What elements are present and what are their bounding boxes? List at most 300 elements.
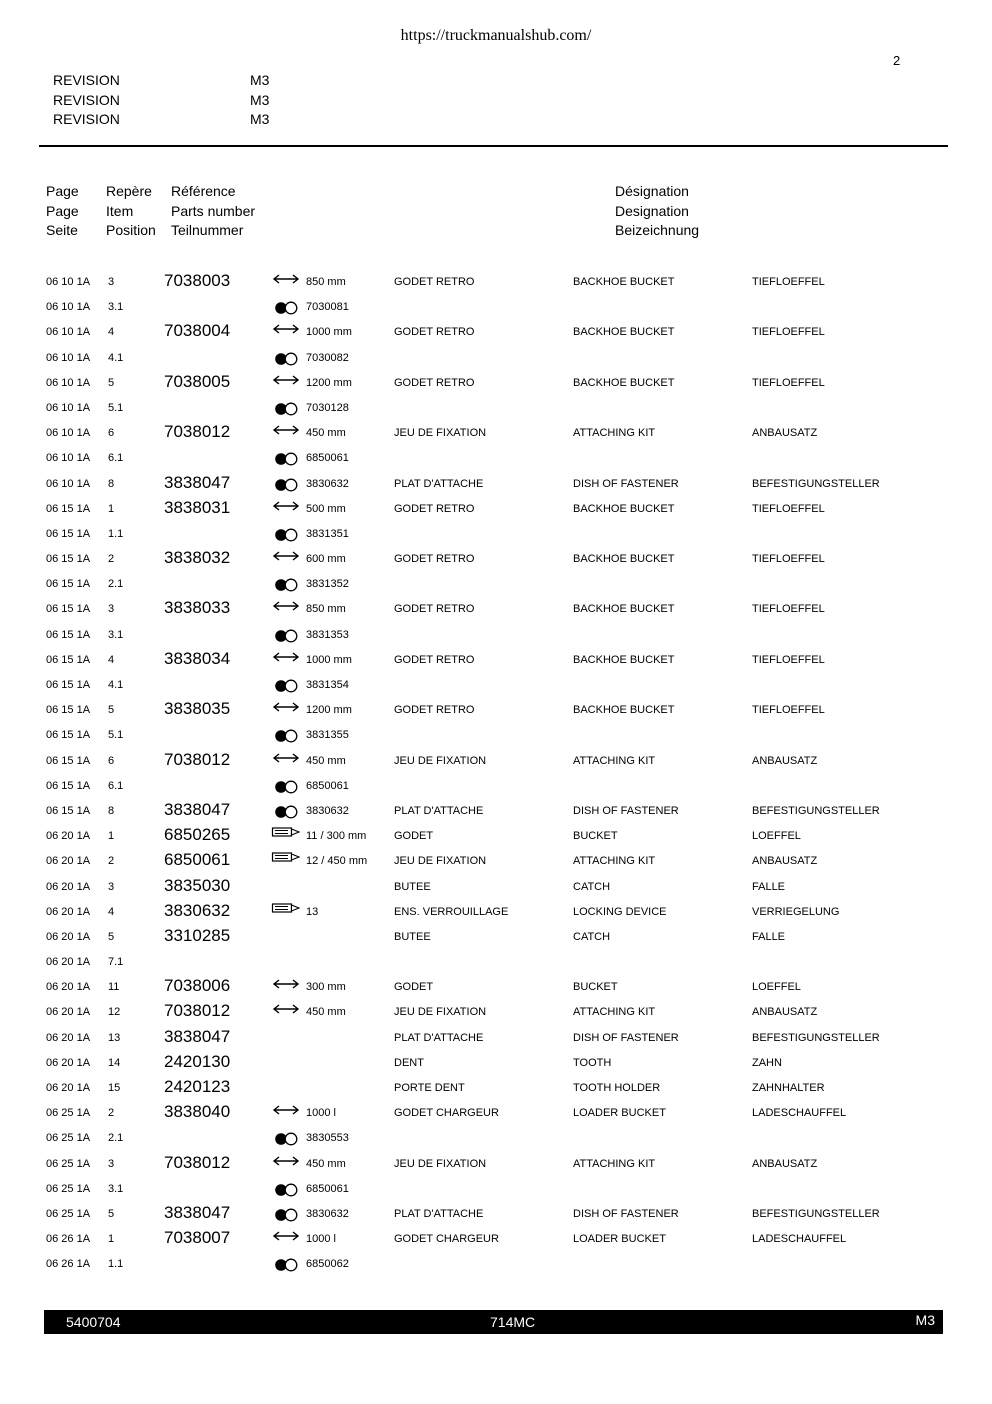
- row-designation-de: ANBAUSATZ: [752, 855, 818, 868]
- row-designation-de: ANBAUSATZ: [752, 754, 818, 767]
- table-row: [0, 698, 992, 723]
- row-designation-en: DISH OF FASTENER: [573, 1207, 679, 1220]
- row-item: 4: [108, 653, 115, 666]
- row-spec: 1000 l: [306, 1107, 336, 1120]
- row-page: 06 20 1A: [46, 1082, 91, 1094]
- row-page: 06 15 1A: [46, 653, 91, 666]
- dimension-arrow-icon: [271, 977, 301, 995]
- row-designation-de: BEFESTIGUNGSTELLER: [752, 477, 880, 490]
- row-item: 3.1: [108, 1182, 124, 1195]
- column-header-designation-en: Designation: [615, 202, 689, 219]
- row-item: 3: [108, 276, 115, 288]
- row-designation-en: LOADER BUCKET: [573, 1233, 666, 1246]
- row-item: 4: [108, 905, 115, 918]
- row-designation-en: TOOTH: [573, 1056, 612, 1069]
- row-page: 06 20 1A: [46, 1031, 91, 1044]
- table-row: [0, 900, 992, 925]
- table-row: [0, 1026, 992, 1051]
- row-designation-en: BUCKET: [573, 830, 618, 843]
- revision-label: REVISION: [53, 111, 120, 127]
- row-item: 8: [108, 477, 115, 490]
- column-header-reference-en: Parts number: [171, 202, 256, 219]
- row-designation-en: CATCH: [573, 930, 611, 943]
- row-item: 15: [108, 1082, 121, 1094]
- row-designation-fr: GODET CHARGEUR: [394, 1107, 499, 1120]
- column-header-page-de: Seite: [46, 222, 78, 238]
- row-part-number: 6850061: [164, 850, 231, 870]
- dimension-arrow-icon: [271, 650, 301, 668]
- row-designation-de: TIEFLOEFFEL: [752, 502, 825, 515]
- row-spec: 300 mm: [306, 981, 346, 994]
- row-page: 06 20 1A: [46, 930, 91, 943]
- row-designation-de: FALLE: [752, 930, 786, 943]
- row-designation-fr: JEU DE FIXATION: [394, 427, 487, 440]
- row-spec: 3830632: [306, 477, 349, 490]
- table-row: [0, 648, 992, 673]
- table-row: [0, 1076, 992, 1101]
- row-spec: 3831355: [306, 729, 349, 742]
- assembly-part-icon: [271, 801, 301, 819]
- table-row: [0, 1101, 992, 1126]
- assembly-part-icon: [271, 448, 301, 466]
- row-designation-en: CATCH: [573, 880, 611, 893]
- revision-value: M3: [250, 91, 270, 108]
- row-item: 6.1: [108, 452, 124, 465]
- row-designation-fr: GODET CHARGEUR: [394, 1233, 499, 1246]
- table-row: [0, 547, 992, 572]
- row-designation-de: TIEFLOEFFEL: [752, 603, 825, 616]
- row-designation-en: ATTACHING KIT: [573, 1157, 656, 1170]
- row-designation-de: TIEFLOEFFEL: [752, 653, 825, 666]
- revision-value: M3: [250, 111, 270, 127]
- dimension-arrow-icon: [271, 322, 301, 340]
- row-designation-fr: PLAT D'ATTACHE: [394, 477, 484, 490]
- row-spec: 3831354: [306, 679, 349, 691]
- table-row: [0, 1202, 992, 1227]
- row-designation-de: TIEFLOEFFEL: [752, 276, 825, 288]
- row-designation-fr: PLAT D'ATTACHE: [394, 1207, 484, 1220]
- table-row: [0, 472, 992, 497]
- row-designation-de: LADESCHAUFFEL: [752, 1233, 847, 1246]
- row-designation-de: TIEFLOEFFEL: [752, 704, 825, 717]
- row-item: 3.1: [108, 301, 124, 314]
- row-spec: 7030082: [306, 351, 349, 364]
- table-row: [0, 824, 992, 849]
- row-designation-en: ATTACHING KIT: [573, 1006, 656, 1019]
- row-designation-fr: JEU DE FIXATION: [394, 1006, 487, 1019]
- row-designation-fr: GODET RETRO: [394, 502, 475, 515]
- dimension-arrow-icon: [271, 599, 301, 617]
- table-row: [0, 875, 992, 900]
- row-spec: 6850061: [306, 779, 349, 792]
- row-item: 1.1: [108, 527, 124, 540]
- row-designation-fr: PORTE DENT: [394, 1082, 465, 1094]
- footer-model: 714MC: [490, 1314, 536, 1330]
- row-item: 4: [108, 326, 115, 339]
- row-part-number: 2420130: [164, 1051, 231, 1071]
- row-spec: 3830632: [306, 804, 349, 817]
- row-page: 06 15 1A: [46, 628, 91, 641]
- dimension-arrow-icon: [271, 1154, 301, 1172]
- row-page: 06 10 1A: [46, 301, 91, 314]
- row-part-number: 3830632: [164, 900, 231, 920]
- dimension-arrow-icon: [271, 272, 301, 290]
- revision-value: M3: [250, 72, 270, 88]
- dimension-arrow-icon: [271, 1229, 301, 1247]
- table-row: [0, 799, 992, 824]
- row-part-number: 3838040: [164, 1102, 231, 1122]
- row-page: 06 20 1A: [46, 956, 91, 969]
- row-spec: 7030081: [306, 301, 349, 314]
- table-row: [0, 497, 992, 522]
- row-page: 06 10 1A: [46, 477, 91, 490]
- row-spec: 7030128: [306, 401, 349, 414]
- row-item: 1.1: [108, 1258, 124, 1271]
- row-designation-en: BACKHOE BUCKET: [573, 326, 675, 339]
- row-designation-fr: GODET: [394, 830, 434, 843]
- table-row: [0, 623, 992, 648]
- row-page: 06 25 1A: [46, 1132, 91, 1145]
- row-designation-de: TIEFLOEFFEL: [752, 553, 825, 566]
- row-item: 2.1: [108, 578, 124, 591]
- row-designation-de: LOEFFEL: [752, 981, 801, 994]
- table-row: [0, 849, 992, 874]
- row-item: 5.1: [108, 729, 124, 742]
- row-part-number: 2420123: [164, 1077, 231, 1096]
- row-spec: 450 mm: [306, 1157, 346, 1170]
- row-item: 12: [108, 1006, 121, 1019]
- row-spec: 13: [306, 905, 319, 918]
- column-header-page-en: Page: [46, 202, 79, 219]
- row-designation-fr: ENS. VERROUILLAGE: [394, 905, 509, 918]
- row-spec: 850 mm: [306, 603, 346, 616]
- row-designation-de: LOEFFEL: [752, 830, 801, 843]
- row-item: 6: [108, 427, 115, 440]
- row-page: 06 26 1A: [46, 1258, 91, 1271]
- row-spec: 3831351: [306, 527, 349, 540]
- row-part-number: 3838034: [164, 648, 231, 668]
- row-page: 06 20 1A: [46, 855, 91, 868]
- assembly-part-icon: [271, 1254, 301, 1272]
- column-header-page-fr: Page: [46, 183, 79, 199]
- row-designation-fr: GODET RETRO: [394, 704, 475, 717]
- row-part-number: 3310285: [164, 925, 231, 945]
- row-part-number: 7038007: [164, 1228, 231, 1248]
- row-page: 06 15 1A: [46, 527, 91, 540]
- row-part-number: 3838033: [164, 598, 231, 618]
- row-part-number: 3838035: [164, 699, 231, 719]
- column-header-item-de: Position: [106, 222, 156, 238]
- row-spec: 500 mm: [306, 502, 346, 515]
- row-designation-en: BACKHOE BUCKET: [573, 376, 675, 389]
- row-part-number: 7038005: [164, 371, 231, 391]
- row-page: 06 20 1A: [46, 1006, 91, 1019]
- row-item: 3: [108, 1157, 115, 1170]
- row-designation-fr: GODET RETRO: [394, 276, 475, 288]
- row-item: 5: [108, 1207, 115, 1220]
- row-spec: 450 mm: [306, 427, 346, 440]
- footer-bar: [44, 1310, 943, 1334]
- assembly-part-icon: [271, 1128, 301, 1146]
- revision-label: REVISION: [53, 72, 120, 88]
- table-row: [0, 950, 992, 975]
- row-designation-en: TOOTH HOLDER: [573, 1082, 661, 1094]
- footer-doc-number: 5400704: [66, 1314, 121, 1330]
- row-designation-de: LADESCHAUFFEL: [752, 1107, 847, 1120]
- table-row: [0, 572, 992, 597]
- table-row: [0, 1051, 992, 1076]
- row-spec: 6850061: [306, 1182, 349, 1195]
- row-page: 06 20 1A: [46, 905, 91, 918]
- row-designation-de: ANBAUSATZ: [752, 1157, 818, 1170]
- header-divider: [39, 145, 948, 147]
- dimension-arrow-icon: [271, 1002, 301, 1020]
- table-row: [0, 1126, 992, 1151]
- row-designation-fr: GODET RETRO: [394, 326, 475, 339]
- assembly-part-icon: [271, 297, 301, 315]
- row-item: 4.1: [108, 679, 124, 691]
- table-row: [0, 597, 992, 622]
- table-row: [0, 749, 992, 774]
- row-designation-en: DISH OF FASTENER: [573, 804, 679, 817]
- row-spec: 3830632: [306, 1207, 349, 1220]
- row-item: 7.1: [108, 956, 124, 969]
- row-item: 5.1: [108, 401, 124, 414]
- dimension-arrow-icon: [271, 1103, 301, 1121]
- row-item: 6: [108, 754, 115, 767]
- row-page: 06 15 1A: [46, 754, 91, 767]
- row-page: 06 15 1A: [46, 779, 91, 792]
- row-spec: 600 mm: [306, 553, 346, 566]
- row-page: 06 15 1A: [46, 603, 91, 616]
- row-designation-fr: DENT: [394, 1056, 424, 1069]
- row-part-number: 3835030: [164, 875, 231, 895]
- row-spec: 850 mm: [306, 276, 346, 288]
- row-spec: 3831353: [306, 628, 349, 641]
- row-designation-en: BACKHOE BUCKET: [573, 603, 675, 616]
- row-designation-fr: GODET RETRO: [394, 376, 475, 389]
- row-designation-en: BUCKET: [573, 981, 618, 994]
- row-page: 06 15 1A: [46, 553, 91, 566]
- row-designation-de: BEFESTIGUNGSTELLER: [752, 1207, 880, 1220]
- dimension-arrow-icon: [271, 751, 301, 769]
- assembly-part-icon: [271, 725, 301, 743]
- row-page: 06 10 1A: [46, 452, 91, 465]
- row-designation-en: LOCKING DEVICE: [573, 905, 667, 918]
- row-part-number: 7038004: [164, 321, 231, 341]
- table-row: [0, 1252, 992, 1277]
- row-item: 1: [108, 1233, 115, 1246]
- column-header-reference-fr: Référence: [171, 183, 236, 199]
- row-item: 2: [108, 553, 115, 566]
- row-part-number: 7038012: [164, 1001, 231, 1021]
- row-spec: 1000 mm: [306, 326, 352, 339]
- table-row: [0, 295, 992, 320]
- row-part-number: 3838047: [164, 799, 231, 819]
- dimension-arrow-icon: [271, 700, 301, 718]
- table-row: [0, 346, 992, 371]
- row-designation-de: TIEFLOEFFEL: [752, 376, 825, 389]
- row-designation-de: ZAHNHALTER: [752, 1082, 825, 1094]
- row-designation-en: BACKHOE BUCKET: [573, 653, 675, 666]
- row-page: 06 20 1A: [46, 830, 91, 843]
- row-page: 06 25 1A: [46, 1107, 91, 1120]
- row-spec: 6850062: [306, 1258, 349, 1271]
- row-spec: 1000 mm: [306, 653, 352, 666]
- row-designation-en: DISH OF FASTENER: [573, 1031, 679, 1044]
- row-designation-fr: BUTEE: [394, 930, 431, 943]
- row-designation-fr: GODET RETRO: [394, 653, 475, 666]
- table-row: [0, 446, 992, 471]
- tooth-count-icon: [271, 826, 301, 844]
- row-item: 5: [108, 376, 115, 389]
- row-designation-fr: PLAT D'ATTACHE: [394, 804, 484, 817]
- row-item: 2: [108, 1107, 115, 1120]
- row-spec: 1000 l: [306, 1233, 336, 1246]
- table-row: [0, 925, 992, 950]
- assembly-part-icon: [271, 1204, 301, 1222]
- row-item: 14: [108, 1056, 121, 1069]
- assembly-part-icon: [271, 1179, 301, 1197]
- table-row: [0, 1000, 992, 1025]
- row-designation-fr: PLAT D'ATTACHE: [394, 1031, 484, 1044]
- table-row: [0, 522, 992, 547]
- row-designation-fr: JEU DE FIXATION: [394, 1157, 487, 1170]
- row-item: 5: [108, 704, 115, 717]
- table-row: [0, 320, 992, 345]
- column-header-item-fr: Repère: [106, 183, 152, 199]
- dimension-arrow-icon: [271, 499, 301, 517]
- row-designation-de: TIEFLOEFFEL: [752, 326, 825, 339]
- row-page: 06 10 1A: [46, 276, 91, 288]
- row-designation-en: BACKHOE BUCKET: [573, 502, 675, 515]
- row-designation-de: VERRIEGELUNG: [752, 905, 840, 918]
- row-page: 06 15 1A: [46, 578, 91, 591]
- table-row: [0, 1152, 992, 1177]
- row-spec: 450 mm: [306, 754, 346, 767]
- dimension-arrow-icon: [271, 423, 301, 441]
- row-part-number: 3838032: [164, 548, 231, 568]
- row-part-number: 3838047: [164, 472, 231, 492]
- row-item: 5: [108, 930, 115, 943]
- row-page: 06 20 1A: [46, 880, 91, 893]
- row-item: 2: [108, 855, 115, 868]
- row-page: 06 25 1A: [46, 1157, 91, 1170]
- row-page: 06 10 1A: [46, 326, 91, 339]
- row-item: 3: [108, 603, 115, 616]
- row-item: 6.1: [108, 779, 124, 792]
- column-header-reference: [171, 182, 255, 241]
- row-part-number: 7038006: [164, 976, 231, 996]
- column-header-designation-de: Beizeichnung: [615, 222, 700, 238]
- revision-label: REVISION: [53, 91, 120, 108]
- row-designation-en: ATTACHING KIT: [573, 754, 656, 767]
- column-header-reference-de: Teilnummer: [171, 222, 244, 238]
- row-item: 4.1: [108, 351, 124, 364]
- row-designation-en: DISH OF FASTENER: [573, 477, 679, 490]
- table-row: [0, 723, 992, 748]
- row-page: 06 20 1A: [46, 1056, 91, 1069]
- row-page: 06 20 1A: [46, 981, 91, 994]
- row-part-number: 7038003: [164, 271, 231, 290]
- tooth-count-icon: [271, 851, 301, 869]
- assembly-part-icon: [271, 474, 301, 492]
- parts-table: [0, 270, 992, 1278]
- tooth-count-icon: [271, 902, 301, 920]
- row-item: 1: [108, 502, 115, 515]
- table-row: [0, 270, 992, 295]
- table-row: [0, 1227, 992, 1252]
- row-page: 06 10 1A: [46, 401, 91, 414]
- row-item: 3: [108, 880, 115, 893]
- row-page: 06 25 1A: [46, 1207, 91, 1220]
- row-spec: 3830553: [306, 1132, 349, 1145]
- row-designation-fr: GODET RETRO: [394, 603, 475, 616]
- row-designation-de: BEFESTIGUNGSTELLER: [752, 1031, 880, 1044]
- row-part-number: 6850265: [164, 825, 231, 845]
- dimension-arrow-icon: [271, 549, 301, 567]
- table-row: [0, 673, 992, 698]
- table-row: [0, 421, 992, 446]
- row-page: 06 15 1A: [46, 679, 91, 691]
- row-part-number: 3838047: [164, 1026, 231, 1046]
- row-page: 06 10 1A: [46, 351, 91, 364]
- row-spec: 450 mm: [306, 1006, 346, 1019]
- row-spec: 1200 mm: [306, 704, 352, 717]
- row-page: 06 15 1A: [46, 704, 91, 717]
- row-designation-en: ATTACHING KIT: [573, 427, 656, 440]
- assembly-part-icon: [271, 348, 301, 366]
- column-header-item: [106, 182, 156, 241]
- row-designation-de: ZAHN: [752, 1056, 782, 1069]
- row-spec: 3831352: [306, 578, 349, 591]
- source-url: https://truckmanualshub.com/: [400, 27, 592, 44]
- assembly-part-icon: [271, 524, 301, 542]
- row-spec: 12 / 450 mm: [306, 855, 368, 868]
- row-designation-de: FALLE: [752, 880, 786, 893]
- row-designation-en: BACKHOE BUCKET: [573, 553, 675, 566]
- row-page: 06 15 1A: [46, 502, 91, 515]
- row-part-number: 7038012: [164, 749, 231, 769]
- row-item: 1: [108, 830, 115, 843]
- assembly-part-icon: [271, 574, 301, 592]
- row-page: 06 26 1A: [46, 1233, 91, 1246]
- row-page: 06 10 1A: [46, 376, 91, 389]
- row-designation-fr: GODET: [394, 981, 434, 994]
- row-designation-de: ANBAUSATZ: [752, 427, 818, 440]
- assembly-part-icon: [271, 398, 301, 416]
- row-spec: 1200 mm: [306, 376, 352, 389]
- row-designation-fr: GODET RETRO: [394, 553, 475, 566]
- row-designation-en: LOADER BUCKET: [573, 1107, 666, 1120]
- row-page: 06 10 1A: [46, 427, 91, 440]
- row-item: 2.1: [108, 1132, 124, 1145]
- page-number: 2: [893, 53, 901, 68]
- row-spec: 6850061: [306, 452, 349, 465]
- row-designation-de: ANBAUSATZ: [752, 1006, 818, 1019]
- column-header-page: [46, 182, 79, 241]
- row-item: 3.1: [108, 628, 124, 641]
- row-designation-en: BACKHOE BUCKET: [573, 276, 675, 288]
- row-designation-en: ATTACHING KIT: [573, 855, 656, 868]
- assembly-part-icon: [271, 625, 301, 643]
- row-item: 13: [108, 1031, 121, 1044]
- row-designation-fr: BUTEE: [394, 880, 431, 893]
- row-part-number: 3838031: [164, 497, 231, 517]
- row-designation-de: BEFESTIGUNGSTELLER: [752, 804, 880, 817]
- column-header-item-en: Item: [106, 202, 134, 219]
- table-row: [0, 396, 992, 421]
